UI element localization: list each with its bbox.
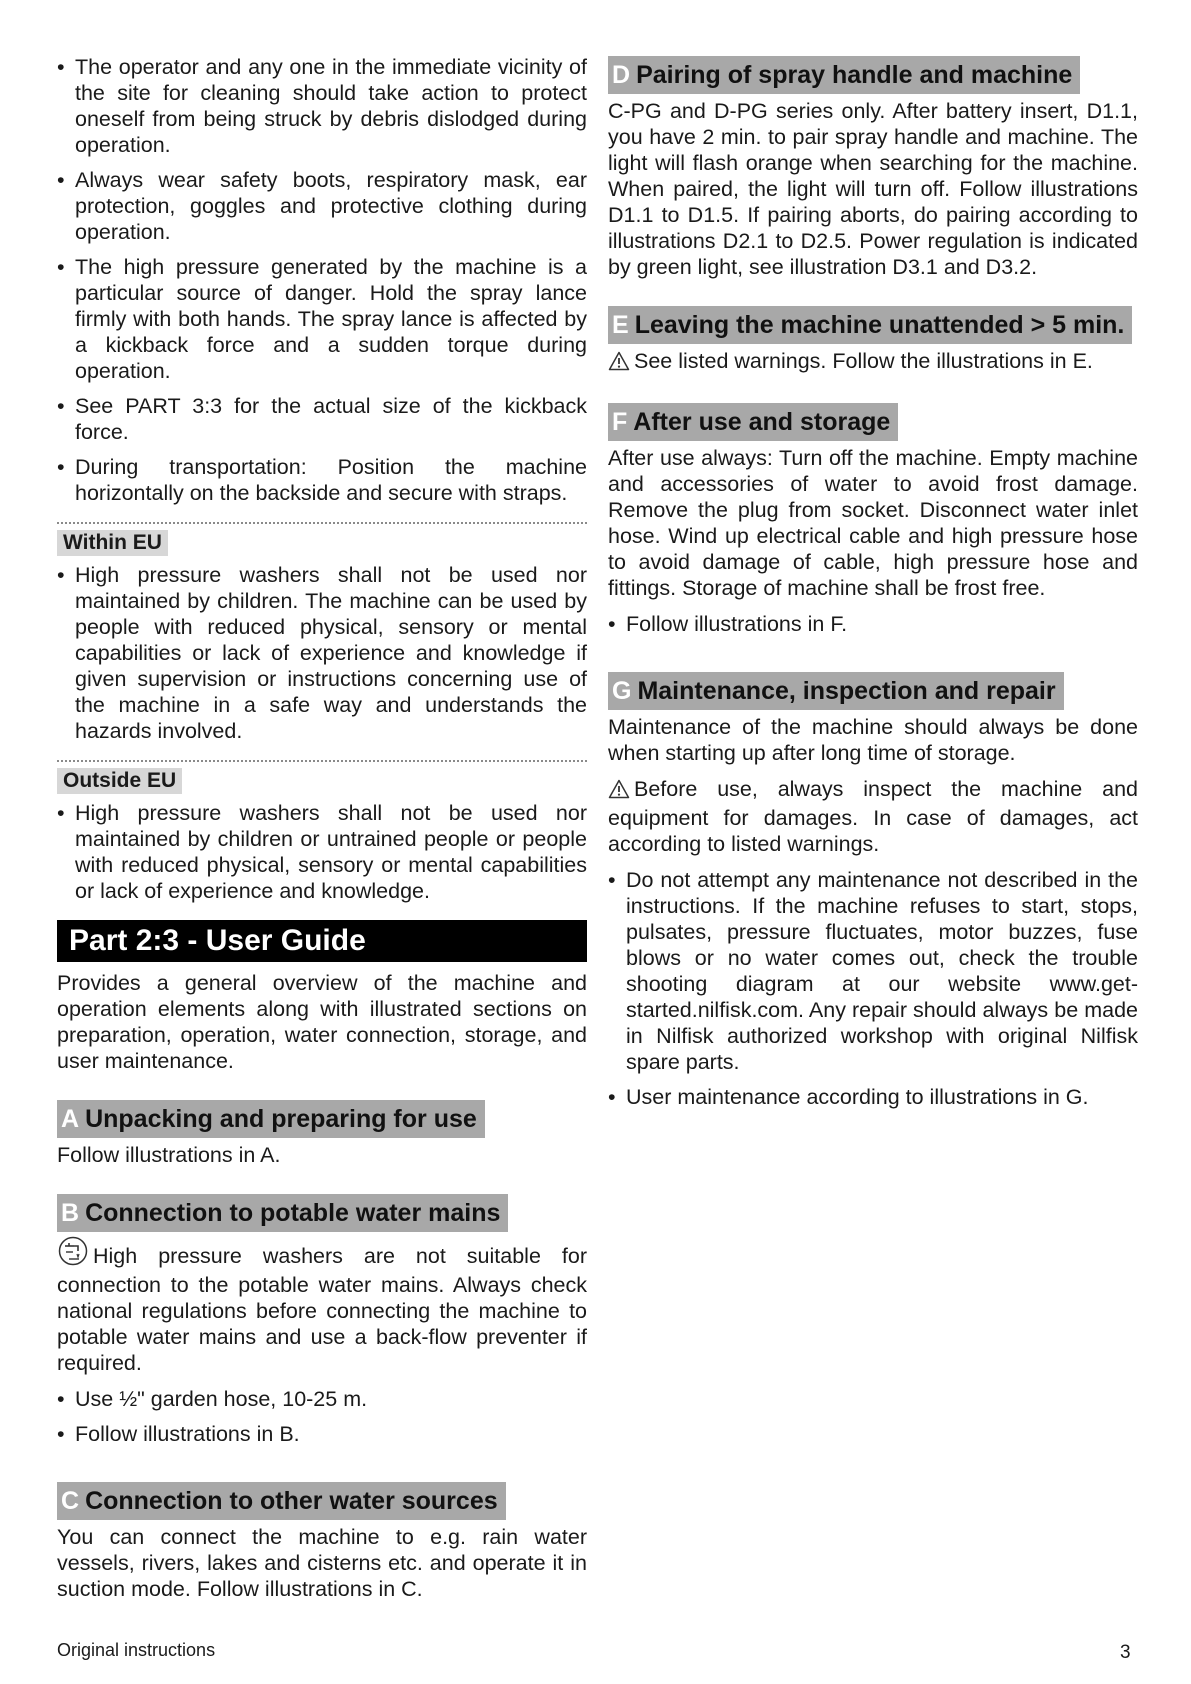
section-g-warning-body: Before use, always inspect the machine and equipment for damages. In case of damages, act according to listed warnings. bbox=[608, 777, 1138, 856]
list-item: • During transportation: Position the machine horizontally on the backside and secure with straps. bbox=[57, 454, 587, 506]
section-e-body: See listed warnings. Follow the illustrations in E. bbox=[634, 349, 1093, 373]
section-b-list bbox=[57, 1386, 587, 1447]
within-eu-label: Within EU bbox=[57, 530, 168, 556]
section-letter: E bbox=[612, 311, 629, 339]
page-number: 3 bbox=[1120, 1642, 1131, 1663]
outside-eu-label: Outside EU bbox=[57, 768, 182, 794]
warning-icon bbox=[608, 779, 630, 805]
section-c-heading bbox=[57, 1482, 506, 1520]
section-d-text: C-PG and D-PG series only. After battery insert, D1.1, you have 2 min. to pair spray handle and machine. The light will flash orange when searching for the machine. When paired, the light will turn off. Follow illustrations D1.1 to D1.5. If pairing aborts, do pairing according to illustrations D2.1 to D2.5. Power regulation is indicated by green light, see illustration D3.1 and D3.2. bbox=[608, 99, 1138, 279]
section-a-text: Follow illustrations in A. bbox=[57, 1143, 281, 1167]
list-item: • High pressure washers shall not be used nor maintained by children or untrained people or people with reduced physical, sensory or mental capabilities or lack of experience and knowledge. bbox=[57, 800, 587, 904]
section-b-body: High pressure washers are not suitable for connection to the potable water mains. Always check national regulations before connecting the machine to potable water mains and use a back-flow preventer if required. bbox=[57, 1244, 587, 1375]
section-letter: F bbox=[612, 408, 628, 436]
list-item: • Do not attempt any maintenance not described in the instructions. If the machine refuses to start, stops, pulsates, pressure fluctuates, motor buzzes, fuse blows or no water comes out, check the trouble shooting diagram at our website www.get-started.nilfisk.com. Any repair should always be made in Nilfisk authorized workshop with original Nilfisk spare parts. bbox=[608, 867, 1138, 1075]
section-title: Maintenance, inspection and repair bbox=[637, 677, 1056, 705]
divider bbox=[57, 522, 587, 524]
warning-icon bbox=[608, 351, 630, 377]
section-title: Connection to potable water mains bbox=[85, 1199, 501, 1227]
section-letter: D bbox=[612, 61, 631, 89]
section-g-text: Maintenance of the machine should always be done when starting up after long time of storage. bbox=[608, 715, 1138, 765]
section-letter: B bbox=[61, 1199, 80, 1227]
section-letter: C bbox=[61, 1487, 80, 1515]
list-item: • The operator and any one in the immediate vicinity of the site for cleaning should take action to protect oneself from being struck by debris dislodged during operation. bbox=[57, 54, 587, 158]
section-b-heading bbox=[57, 1194, 508, 1232]
list-item: • User maintenance according to illustrations in G. bbox=[608, 1084, 1138, 1110]
part-title: Part 2:3 - User Guide bbox=[57, 920, 587, 962]
list-item: • Follow illustrations in F. bbox=[608, 611, 1138, 637]
outside-eu-list bbox=[57, 800, 587, 904]
section-title: Leaving the machine unattended > 5 min. bbox=[634, 311, 1125, 339]
section-b-text bbox=[57, 1236, 587, 1376]
list-item: • See PART 3:3 for the actual size of the kickback force. bbox=[57, 393, 587, 445]
section-title: Unpacking and preparing for use bbox=[85, 1105, 477, 1133]
section-d-heading bbox=[608, 56, 1080, 94]
section-title: Connection to other water sources bbox=[85, 1487, 498, 1515]
part-intro: Provides a general overview of the machine and operation elements along with illustrated sections on preparation, operation, water connection, storage, and user maintenance. bbox=[57, 971, 587, 1073]
left-column bbox=[57, 54, 587, 1602]
list-item: • Use ½" garden hose, 10-25 m. bbox=[57, 1386, 587, 1412]
list-item: • Follow illustrations in B. bbox=[57, 1421, 587, 1447]
section-title: After use and storage bbox=[633, 408, 891, 436]
spacer bbox=[608, 857, 1138, 867]
section-e-text bbox=[608, 348, 1138, 377]
water-tap-icon bbox=[57, 1236, 89, 1272]
section-f-list bbox=[608, 611, 1138, 637]
divider bbox=[57, 760, 587, 762]
section-f-text: After use always: Turn off the machine. Empty machine and accessories of water to avoid frost damage. Remove the plug from socket. Disconnect water inlet hose. Wind up electrical cable and high pressure hose to avoid damage of cable, high pressure hose and fittings. Storage of machine shall be frost free. bbox=[608, 446, 1138, 600]
spacer bbox=[608, 766, 1138, 776]
section-g-warning bbox=[608, 776, 1138, 857]
section-title: Pairing of spray handle and machine bbox=[636, 61, 1073, 89]
list-item: • Always wear safety boots, respiratory mask, ear protection, goggles and protective clothing during operation. bbox=[57, 167, 587, 245]
section-f-heading bbox=[608, 403, 898, 441]
safety-bullet-list bbox=[57, 54, 587, 506]
section-c-text: You can connect the machine to e.g. rain water vessels, rivers, lakes and cisterns etc. and operate it in suction mode. Follow illustrations in C. bbox=[57, 1525, 587, 1601]
footer-label: Original instructions bbox=[57, 1640, 216, 1660]
list-item: • The high pressure generated by the machine is a particular source of danger. Hold the spray lance firmly with both hands. The spray lance is affected by a kickback force and a sudden torque during operation. bbox=[57, 254, 587, 384]
section-g-heading bbox=[608, 672, 1064, 710]
section-letter: A bbox=[61, 1105, 80, 1133]
spacer bbox=[57, 1376, 587, 1386]
section-a-heading bbox=[57, 1100, 485, 1138]
within-eu-list bbox=[57, 562, 587, 744]
list-item: • High pressure washers shall not be used nor maintained by children. The machine can be used by people with reduced physical, sensory or mental capabilities or lack of experience and knowledge if given supervision or instructions concerning use of the machine in a safe way and understands the hazards involved. bbox=[57, 562, 587, 744]
section-g-list bbox=[608, 867, 1138, 1110]
section-letter: G bbox=[612, 677, 632, 705]
section-e-heading bbox=[608, 306, 1132, 344]
right-column bbox=[608, 54, 1138, 1119]
spacer bbox=[608, 601, 1138, 611]
